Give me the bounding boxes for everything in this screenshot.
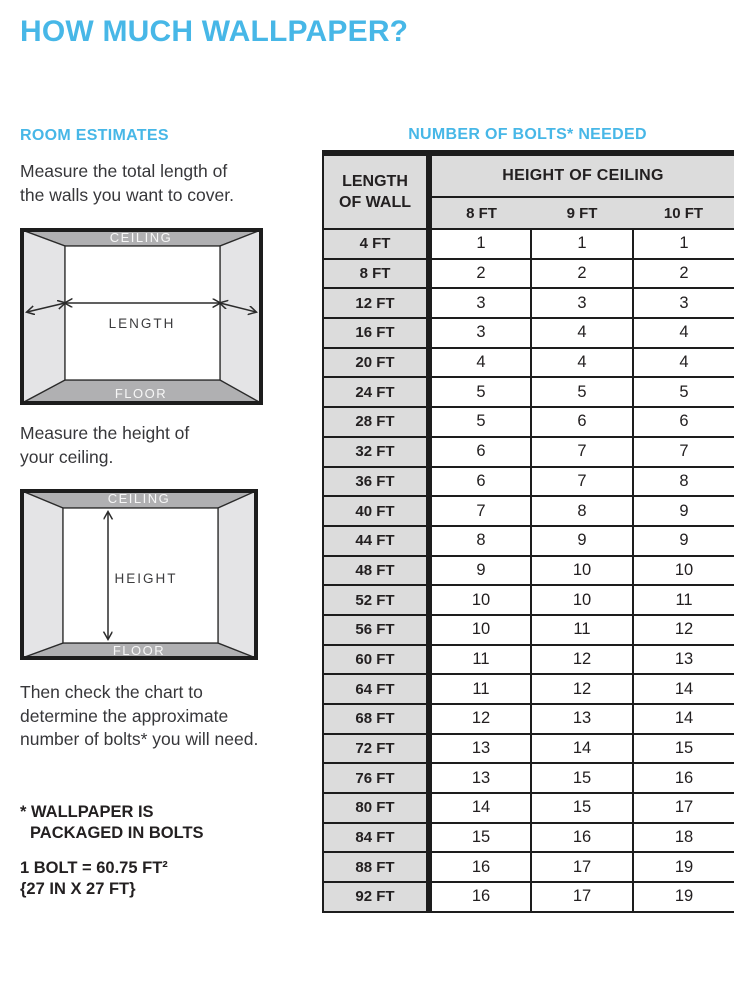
bolts-8ft-cell: 14 [429,793,531,823]
table-row [323,615,734,645]
bolts-9ft-cell: 4 [531,348,633,378]
bolts-9ft-cell: 14 [531,734,633,764]
ceiling-label: CEILING [107,491,171,506]
length-instruction [20,160,234,207]
wall-length-cell: 68 FT [323,704,429,734]
bolts-10ft-cell: 14 [633,674,734,704]
table-row [323,496,734,526]
bolts-8ft-cell: 13 [429,734,531,764]
bolts-10ft-cell: 6 [633,407,734,437]
wall-length-cell: 80 FT [323,793,429,823]
bolts-9ft-cell: 3 [531,288,633,318]
wall-length-header-line2: OF WALL [339,194,411,211]
wallpaper-footnote-line1: * WALLPAPER IS [20,803,154,821]
left-wall-panel [22,491,63,658]
col-header-10ft: 10 FT [633,197,734,229]
table-heading-wrap [322,126,733,144]
table-row [323,734,734,764]
wall-length-cell: 28 FT [323,407,429,437]
bolts-8ft-cell: 1 [429,229,531,259]
bolts-9ft-cell: 17 [531,882,633,912]
bolts-8ft-cell: 10 [429,585,531,615]
bolts-10ft-cell: 14 [633,704,734,734]
table-row [323,259,734,289]
bolts-8ft-cell: 5 [429,377,531,407]
bolts-9ft-cell: 12 [531,674,633,704]
room-estimates-heading: ROOM ESTIMATES [20,127,169,144]
bolts-9ft-cell: 12 [531,645,633,675]
wall-length-cell: 4 FT [323,229,429,259]
wall-length-cell: 76 FT [323,763,429,793]
wall-length-cell: 8 FT [323,259,429,289]
bolts-9ft-cell: 10 [531,585,633,615]
col-header-8ft: 8 FT [429,197,531,229]
wallpaper-footnote [20,802,204,843]
wall-length-cell: 44 FT [323,526,429,556]
chart-instruction-line1: Then check the chart to [20,682,203,702]
wall-length-cell: 52 FT [323,585,429,615]
bolts-table-head [323,153,734,229]
bolts-10ft-cell: 3 [633,288,734,318]
chart-instruction-line2: determine the approximate [20,705,229,726]
bolts-8ft-cell: 6 [429,467,531,497]
table-row [323,823,734,853]
bolts-10ft-cell: 4 [633,318,734,348]
chart-instruction-line3: number of bolts* you will need. [20,729,259,749]
bolts-9ft-cell: 7 [531,467,633,497]
bolts-table-body [323,229,734,912]
bolt-spec-line1: 1 BOLT = 60.75 FT² [20,859,168,877]
table-row [323,348,734,378]
chart-instruction [20,681,258,752]
bolts-8ft-cell: 9 [429,556,531,586]
bolts-8ft-cell: 8 [429,526,531,556]
wall-length-cell: 16 FT [323,318,429,348]
table-row [323,763,734,793]
bolts-10ft-cell: 1 [633,229,734,259]
table-row [323,377,734,407]
bolts-10ft-cell: 9 [633,496,734,526]
wall-length-header [323,153,429,229]
bolts-10ft-cell: 16 [633,763,734,793]
bolts-9ft-cell: 16 [531,823,633,853]
bolts-8ft-cell: 10 [429,615,531,645]
table-row [323,793,734,823]
bolts-9ft-cell: 11 [531,615,633,645]
right-wall-panel [218,491,256,658]
bolts-9ft-cell: 13 [531,704,633,734]
wall-length-cell: 84 FT [323,823,429,853]
table-row [323,229,734,259]
bolts-9ft-cell: 5 [531,377,633,407]
wall-length-cell: 24 FT [323,377,429,407]
ceiling-label: CEILING [109,230,173,245]
page-title: HOW MUCH WALLPAPER? [20,15,409,48]
bolt-spec [20,858,168,899]
wall-length-cell: 60 FT [323,645,429,675]
bolts-9ft-cell: 15 [531,793,633,823]
table-row [323,288,734,318]
bolts-needed-heading: NUMBER OF BOLTS* NEEDED [408,126,647,143]
left-wall-panel [22,230,65,403]
table-row [323,318,734,348]
table-row [323,556,734,586]
right-wall-panel [220,230,261,403]
wall-length-cell: 32 FT [323,437,429,467]
table-row [323,526,734,556]
bolts-8ft-cell: 16 [429,852,531,882]
bolts-10ft-cell: 15 [633,734,734,764]
wall-length-cell: 72 FT [323,734,429,764]
bolt-spec-line2: {27 IN X 27 FT} [20,879,136,898]
bolts-9ft-cell: 7 [531,437,633,467]
bolts-8ft-cell: 11 [429,674,531,704]
bolts-10ft-cell: 4 [633,348,734,378]
wallpaper-footnote-line2: PACKAGED IN BOLTS [30,823,204,842]
wall-length-cell: 88 FT [323,852,429,882]
col-header-9ft: 9 FT [531,197,633,229]
length-instruction-line1: Measure the total length of [20,161,228,181]
bolts-9ft-cell: 1 [531,229,633,259]
bolts-10ft-cell: 11 [633,585,734,615]
bolts-9ft-cell: 4 [531,318,633,348]
table-row [323,882,734,912]
bolts-8ft-cell: 12 [429,704,531,734]
bolts-table [322,150,734,913]
wall-length-cell: 92 FT [323,882,429,912]
bolts-9ft-cell: 17 [531,852,633,882]
bolts-8ft-cell: 13 [429,763,531,793]
wall-length-cell: 56 FT [323,615,429,645]
bolts-9ft-cell: 15 [531,763,633,793]
bolts-10ft-cell: 17 [633,793,734,823]
length-instruction-line2: the walls you want to cover. [20,184,234,205]
wall-length-cell: 12 FT [323,288,429,318]
bolts-8ft-cell: 11 [429,645,531,675]
table-row [323,467,734,497]
bolts-10ft-cell: 2 [633,259,734,289]
bolts-8ft-cell: 3 [429,318,531,348]
height-instruction [20,422,189,469]
ceiling-height-header: HEIGHT OF CEILING [429,153,734,197]
bolts-9ft-cell: 2 [531,259,633,289]
bolts-8ft-cell: 4 [429,348,531,378]
back-wall-panel [65,246,220,380]
bolts-8ft-cell: 2 [429,259,531,289]
bolts-10ft-cell: 18 [633,823,734,853]
wall-length-cell: 40 FT [323,496,429,526]
bolts-8ft-cell: 7 [429,496,531,526]
table-row [323,704,734,734]
table-row [323,852,734,882]
bolts-10ft-cell: 13 [633,645,734,675]
bolts-10ft-cell: 19 [633,882,734,912]
bolts-10ft-cell: 9 [633,526,734,556]
bolts-9ft-cell: 8 [531,496,633,526]
bolts-10ft-cell: 12 [633,615,734,645]
bolts-10ft-cell: 10 [633,556,734,586]
wall-length-cell: 20 FT [323,348,429,378]
height-instruction-line1: Measure the height of [20,423,190,443]
height-instruction-line2: your ceiling. [20,446,114,467]
height-measure-label: HEIGHT [114,571,178,586]
wall-length-header-line1: LENGTH [342,173,408,190]
table-row [323,437,734,467]
length-measure-label: LENGTH [108,316,176,331]
bolts-10ft-cell: 7 [633,437,734,467]
wall-length-cell: 36 FT [323,467,429,497]
bolts-8ft-cell: 5 [429,407,531,437]
bolts-9ft-cell: 10 [531,556,633,586]
bolts-8ft-cell: 6 [429,437,531,467]
bolts-10ft-cell: 19 [633,852,734,882]
wall-length-cell: 48 FT [323,556,429,586]
bolts-10ft-cell: 8 [633,467,734,497]
bolts-8ft-cell: 3 [429,288,531,318]
table-row [323,585,734,615]
room-length-diagram [20,228,263,405]
wall-length-cell: 64 FT [323,674,429,704]
room-height-diagram [20,489,258,660]
table-row [323,645,734,675]
table-row [323,407,734,437]
bolts-8ft-cell: 15 [429,823,531,853]
floor-label: FLOOR [114,386,168,401]
bolts-9ft-cell: 6 [531,407,633,437]
bolts-9ft-cell: 9 [531,526,633,556]
floor-label: FLOOR [112,643,166,658]
bolts-10ft-cell: 5 [633,377,734,407]
table-row [323,674,734,704]
bolts-8ft-cell: 16 [429,882,531,912]
